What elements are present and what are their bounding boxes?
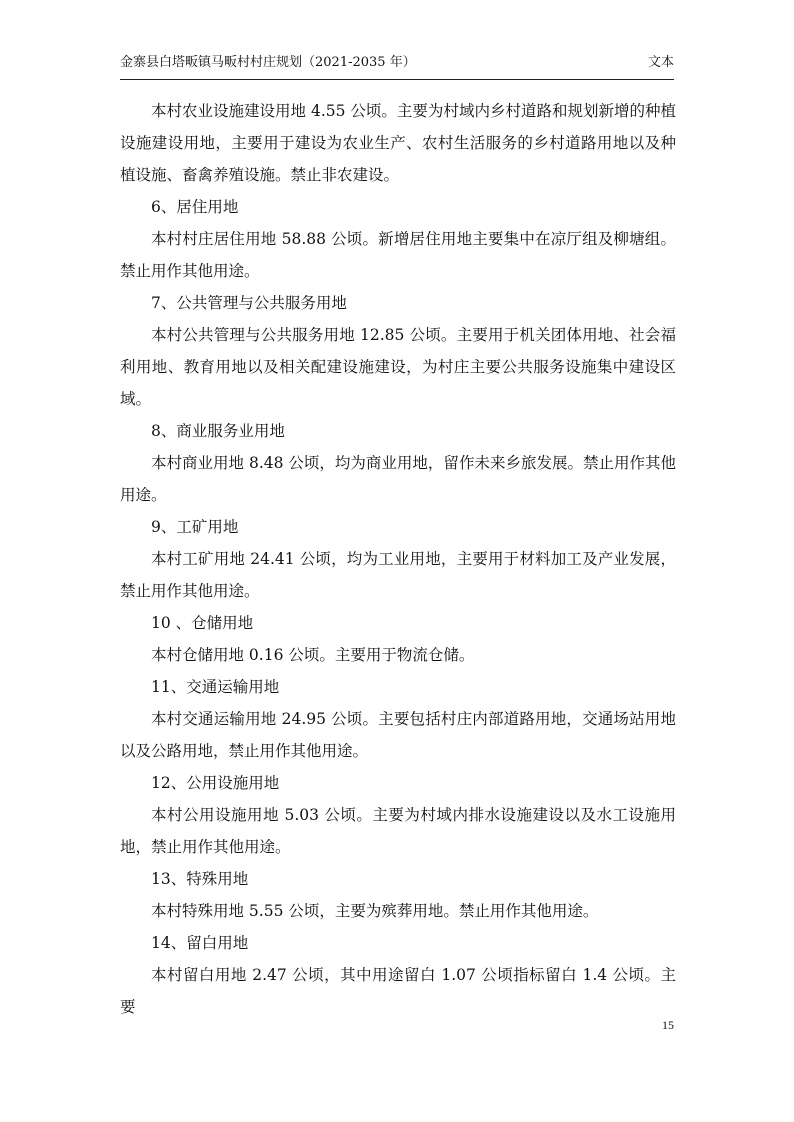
paragraph-agri-facility: 本村农业设施建设用地 4.55 公顷。主要为村域内乡村道路和规划新增的种植设施建设用地，主要用于建设为农业生产、农村生活服务的乡村道路用地以及种植设施、畜禽养殖设施。禁止非农建设。 (120, 102, 676, 184)
paragraph-utilities: 本村公用设施用地 5.03 公顷。主要为村域内排水设施建设以及水工设施用地，禁止用作其他用途。 (120, 806, 676, 856)
paragraph-special: 本村特殊用地 5.55 公顷，主要为殡葬用地。禁止用作其他用途。 (151, 902, 599, 920)
paragraph-public-service: 本村公共管理与公共服务用地 12.85 公顷。主要用于机关团体用地、社会福利用地、教育用地以及相关配建设施建设，为村庄主要公共服务设施集中建设区域。 (120, 326, 676, 408)
heading-reserved: 14、留白用地 (151, 934, 249, 952)
paragraph-transport: 本村交通运输用地 24.95 公顷。主要包括村庄内部道路用地，交通场站用地以及公路用地，禁止用作其他用途。 (120, 710, 676, 760)
paragraph-commercial: 本村商业用地 8.48 公顷，均为商业用地，留作未来乡旅发展。禁止用作其他用途。 (120, 454, 676, 504)
heading-transport: 11、交通运输用地 (151, 678, 280, 696)
heading-utilities: 12、公用设施用地 (151, 774, 280, 792)
paragraph-reserved: 本村留白用地 2.47 公顷，其中用途留白 1.07 公顷指标留白 1.4 公顷。主要 (120, 966, 676, 1016)
document-title: 金寨县白塔畈镇马畈村村庄规划（2021-2035 年） (120, 55, 416, 70)
heading-storage: 10 、仓储用地 (151, 614, 254, 632)
header-rule (120, 79, 674, 80)
paragraph-residential: 本村村庄居住用地 58.88 公顷。新增居住用地主要集中在凉厅组及柳塘组。禁止用作其他用途。 (120, 230, 676, 280)
page-header (120, 52, 674, 74)
heading-commercial: 8、商业服务业用地 (151, 422, 285, 440)
paragraph-industrial: 本村工矿用地 24.41 公顷，均为工业用地，主要用于材料加工及产业发展，禁止用作其他用途。 (120, 550, 676, 600)
paragraph-storage: 本村仓储用地 0.16 公顷。主要用于物流仓储。 (151, 646, 475, 664)
section-tag: 文本 (647, 55, 674, 70)
heading-public-service: 7、公共管理与公共服务用地 (151, 294, 347, 312)
heading-industrial: 9、工矿用地 (151, 518, 239, 536)
heading-residential: 6、居住用地 (151, 198, 239, 216)
heading-special: 13、特殊用地 (151, 870, 249, 888)
body-text (120, 95, 676, 1023)
page-number: 15 (662, 1018, 674, 1032)
